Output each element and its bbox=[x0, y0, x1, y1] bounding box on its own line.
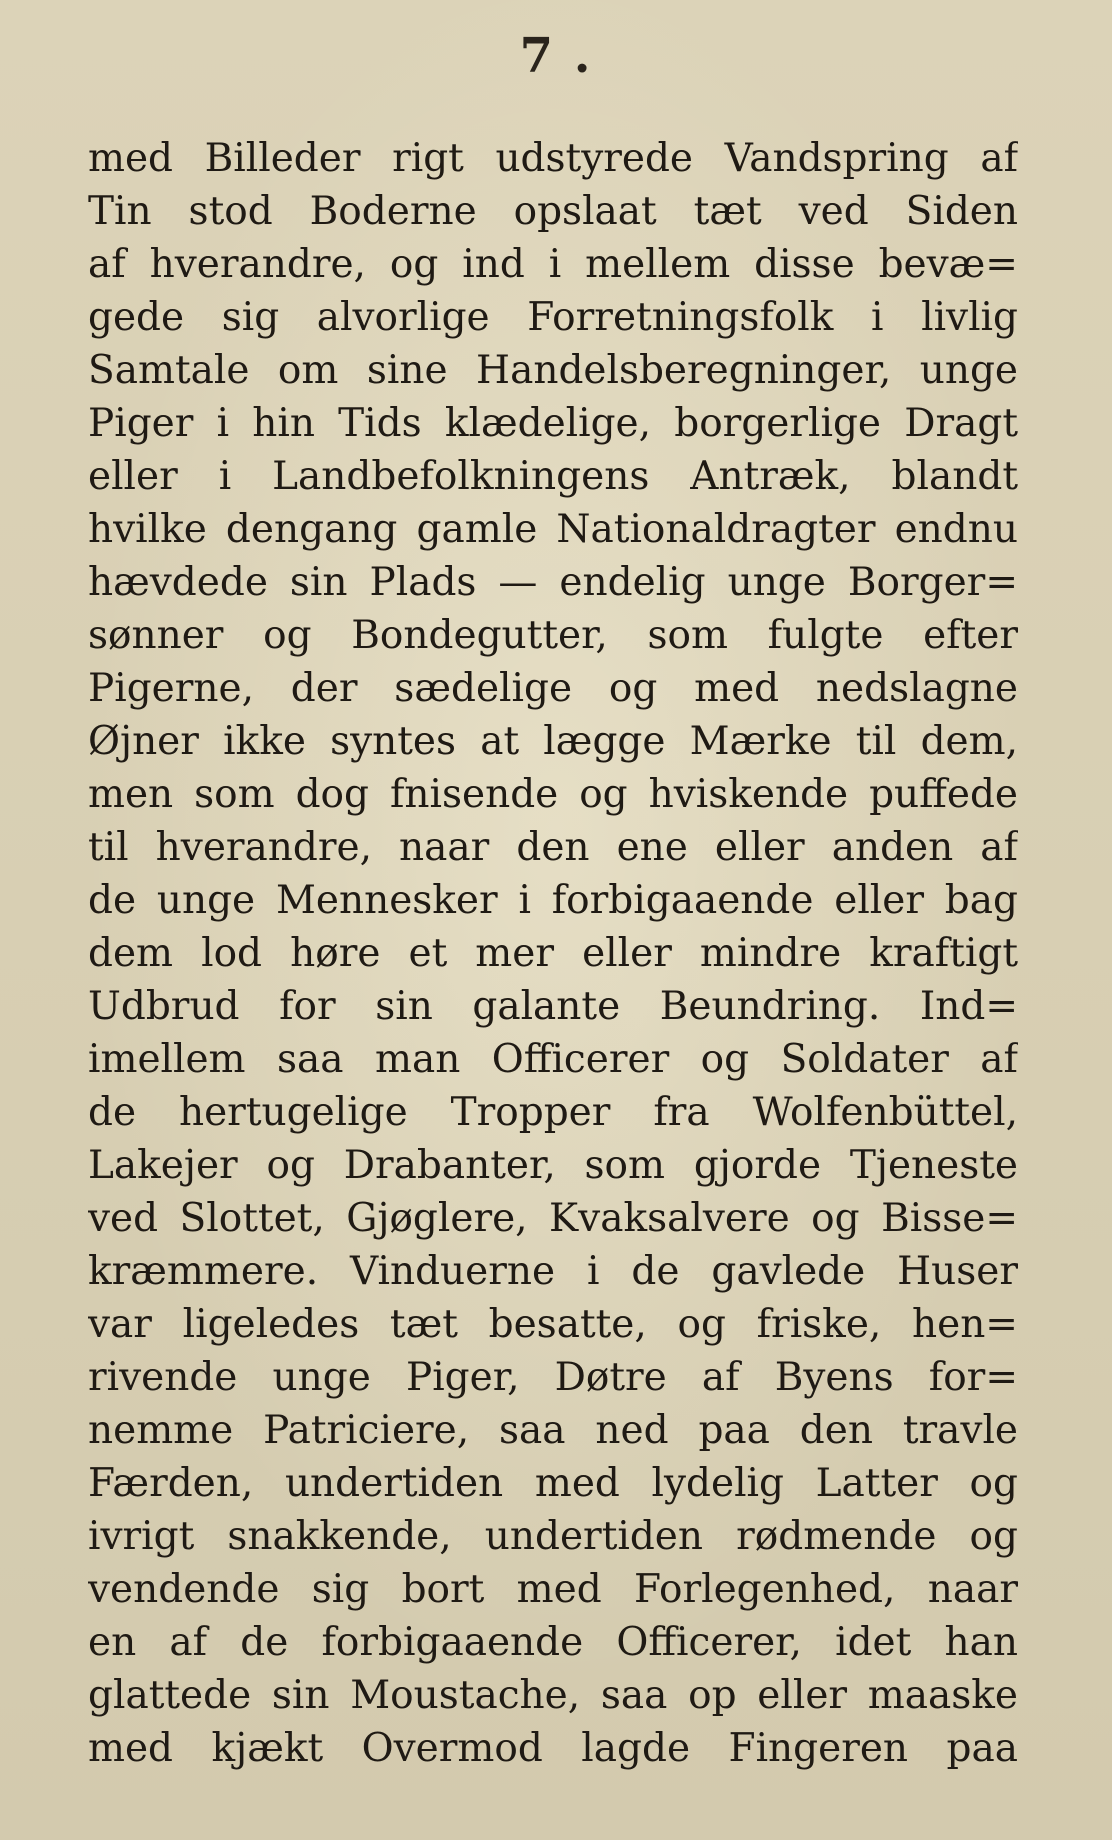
text-line: imellem saa man Officerer og Soldater af bbox=[88, 1037, 1018, 1082]
text-line: til hverandre, naar den ene eller anden af bbox=[88, 825, 1018, 870]
text-line: Pigerne, der sædelige og med nedslagne bbox=[88, 666, 1018, 711]
text-line: Øjner ikke syntes at lægge Mærke til dem, bbox=[88, 719, 1018, 764]
text-line: glattede sin Moustache, saa op eller maaske bbox=[88, 1673, 1018, 1718]
text-line: Piger i hin Tids klædelige, borgerlige Dragt bbox=[88, 401, 1018, 446]
text-line: eller i Landbefolkningens Antræk, blandt bbox=[88, 454, 1018, 499]
text-line: ved Slottet, Gjøglere, Kvaksalvere og Bisse= bbox=[88, 1196, 1018, 1241]
text-line: af hverandre, og ind i mellem disse bevæ= bbox=[88, 242, 1018, 287]
text-line: en af de forbigaaende Officerer, idet han bbox=[88, 1620, 1018, 1665]
text-line: var ligeledes tæt besatte, og friske, hen= bbox=[88, 1302, 1018, 1347]
text-line: Færden, undertiden med lydelig Latter og bbox=[88, 1461, 1018, 1506]
text-line: de unge Mennesker i forbigaaende eller bag bbox=[88, 878, 1018, 923]
text-line: Samtale om sine Handelsberegninger, unge bbox=[88, 348, 1018, 393]
text-line: kræmmere. Vinduerne i de gavlede Huser bbox=[88, 1249, 1018, 1294]
text-line: ivrigt snakkende, undertiden rødmende og bbox=[88, 1514, 1018, 1559]
text-line: gede sig alvorlige Forretningsfolk i livlig bbox=[88, 295, 1018, 340]
text-line: nemme Patriciere, saa ned paa den travle bbox=[88, 1408, 1018, 1453]
text-line: vendende sig bort med Forlegenhed, naar bbox=[88, 1567, 1018, 1612]
body-text bbox=[88, 132, 1018, 1775]
text-line: dem lod høre et mer eller mindre kraftigt bbox=[88, 931, 1018, 976]
text-line: med kjækt Overmod lagde Fingeren paa bbox=[88, 1726, 1018, 1771]
page-number: 7 . bbox=[519, 28, 593, 84]
text-line: Tin stod Boderne opslaat tæt ved Siden bbox=[88, 189, 1018, 234]
text-line: de hertugelige Tropper fra Wolfenbüttel, bbox=[88, 1090, 1018, 1135]
text-line: hævdede sin Plads — endelig unge Borger= bbox=[88, 560, 1018, 605]
text-line: hvilke dengang gamle Nationaldragter endnu bbox=[88, 507, 1018, 552]
text-line: men som dog fnisende og hviskende puffede bbox=[88, 772, 1018, 817]
text-line: Udbrud for sin galante Beundring. Ind= bbox=[88, 984, 1018, 1029]
text-line: med Billeder rigt udstyrede Vandspring af bbox=[88, 136, 1018, 181]
text-line: rivende unge Piger, Døtre af Byens for= bbox=[88, 1355, 1018, 1400]
text-line: sønner og Bondegutter, som fulgte efter bbox=[88, 613, 1018, 658]
text-line: Lakejer og Drabanter, som gjorde Tjeneste bbox=[88, 1143, 1018, 1188]
